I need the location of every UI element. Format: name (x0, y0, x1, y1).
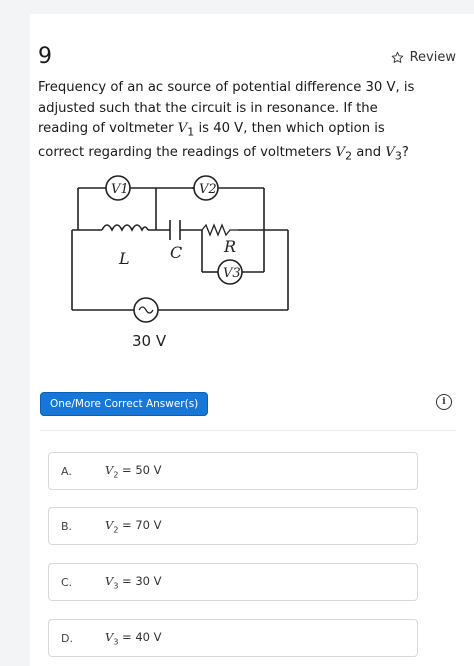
option-letter: A. (61, 464, 72, 478)
option-letter: B. (61, 519, 73, 533)
review-button[interactable] (391, 50, 456, 65)
option-letter: C. (61, 575, 73, 589)
divider (40, 430, 456, 431)
v1-label: V1 (111, 182, 129, 197)
option-text: $V_3 = 30$ V (105, 573, 162, 591)
option-text: $V_3 = 40$ V (105, 629, 162, 647)
answer-type-badge: One/More Correct Answer(s) (40, 392, 208, 416)
inductor-label: L (119, 249, 130, 268)
star-icon (391, 51, 404, 64)
option-b[interactable] (48, 507, 418, 545)
option-d[interactable] (48, 619, 418, 657)
option-text: $V_2 = 50$ V (105, 462, 162, 480)
source-voltage-label: 30 V (132, 332, 167, 350)
v2-label: V2 (199, 182, 217, 197)
capacitor-label: C (170, 243, 183, 262)
question-text: Frequency of an ac source of potential difference 30 V, is adjusted such that the circuit is in resonance. If the reading of voltmeter $V_1$ is 40 V, then which option is correct regarding the readings of voltmeters $V_2$ and $V_3$? (38, 80, 415, 163)
v3-label: V3 (223, 266, 241, 281)
option-c[interactable] (48, 563, 418, 601)
review-label: Review (409, 50, 456, 65)
option-text: $V_2 = 70$ V (105, 517, 162, 535)
question-number: 9 (38, 44, 52, 69)
info-icon[interactable]: i (436, 394, 452, 410)
option-a[interactable] (48, 452, 418, 490)
option-letter: D. (61, 631, 73, 645)
circuit-diagram (40, 168, 300, 358)
resistor-label: R (224, 237, 237, 256)
